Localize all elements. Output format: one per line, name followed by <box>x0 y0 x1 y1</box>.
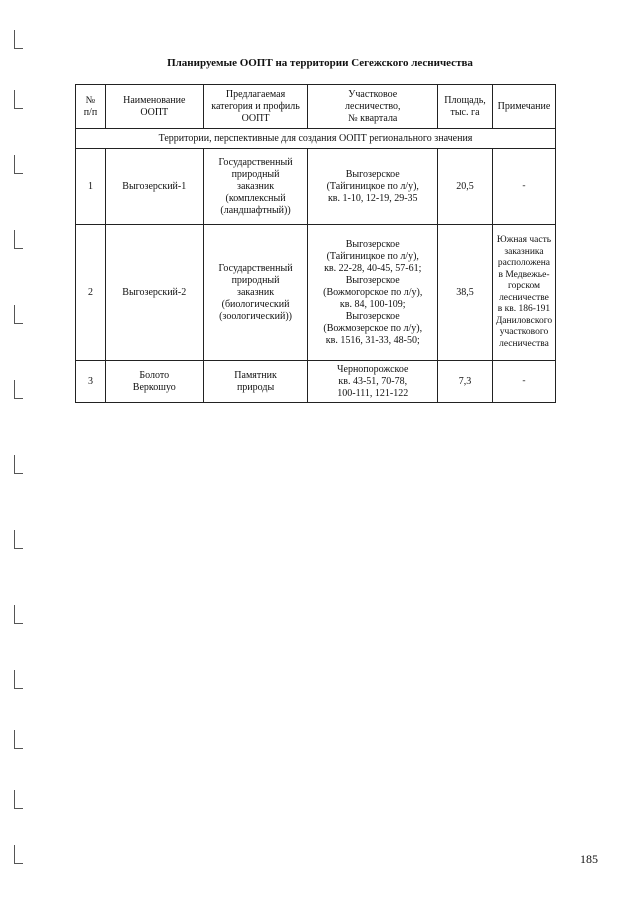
section-row <box>76 129 556 149</box>
binding-mark <box>14 155 23 174</box>
row-location: Чернопорожское кв. 43-51, 70-78, 100-111, 121-122 <box>308 361 438 403</box>
row-name: Выгозерский-1 <box>105 149 203 225</box>
binding-mark <box>14 90 23 109</box>
row-area: 38,5 <box>438 225 493 361</box>
header-category: Предлагаемая категория и профиль ООПТ <box>203 85 308 129</box>
row-num: 3 <box>76 361 106 403</box>
binding-mark <box>14 455 23 474</box>
row-category: Памятник природы <box>203 361 308 403</box>
binding-mark <box>14 30 23 49</box>
binding-mark <box>14 730 23 749</box>
row-area: 20,5 <box>438 149 493 225</box>
row-category: Государственный природный заказник (биологический (зоологический)) <box>203 225 308 361</box>
header-area: Площадь, тыс. га <box>438 85 493 129</box>
binding-mark <box>14 605 23 624</box>
oopt-table <box>75 84 556 403</box>
row-note: Южная часть заказника расположена в Медвежье- горском лесничестве в кв. 186-191 Даниловского участкового лесничества <box>492 225 555 361</box>
header-location: Участковое лесничество, № квартала <box>308 85 438 129</box>
row-num: 1 <box>76 149 106 225</box>
binding-mark <box>14 230 23 249</box>
row-name: Выгозерский-2 <box>105 225 203 361</box>
binding-mark <box>14 530 23 549</box>
header-num: № п/п <box>76 85 106 129</box>
page-number: 185 <box>580 852 598 866</box>
binding-margin-marks <box>14 30 28 890</box>
table-row <box>76 149 556 225</box>
table-row <box>76 361 556 403</box>
binding-mark <box>14 380 23 399</box>
binding-mark <box>14 670 23 689</box>
row-category: Государственный природный заказник (комплексный (ландшафтный)) <box>203 149 308 225</box>
row-num: 2 <box>76 225 106 361</box>
header-note: Примечание <box>492 85 555 129</box>
binding-mark <box>14 305 23 324</box>
row-location: Выгозерское (Тайгиницкое по л/у), кв. 22-28, 40-45, 57-61; Выгозерское (Вожмогорское по л/у), кв. 84, 100-109; Выгозерское (Вожмозерское по л/у), кв. 1516, 31-33, 48-50; <box>308 225 438 361</box>
header-name: Наименование ООПТ <box>105 85 203 129</box>
table-header-row <box>76 85 556 129</box>
section-title: Территории, перспективные для создания ООПТ регионального значения <box>76 129 556 149</box>
table-row <box>76 225 556 361</box>
row-area: 7,3 <box>438 361 493 403</box>
row-note: - <box>492 149 555 225</box>
row-note: - <box>492 361 555 403</box>
binding-mark <box>14 845 23 864</box>
page-title: Планируемые ООПТ на территории Сегежского лесничества <box>167 57 473 69</box>
row-name: Болото Веркошуо <box>105 361 203 403</box>
binding-mark <box>14 790 23 809</box>
row-location: Выгозерское (Тайгиницкое по л/у), кв. 1-10, 12-19, 29-35 <box>308 149 438 225</box>
